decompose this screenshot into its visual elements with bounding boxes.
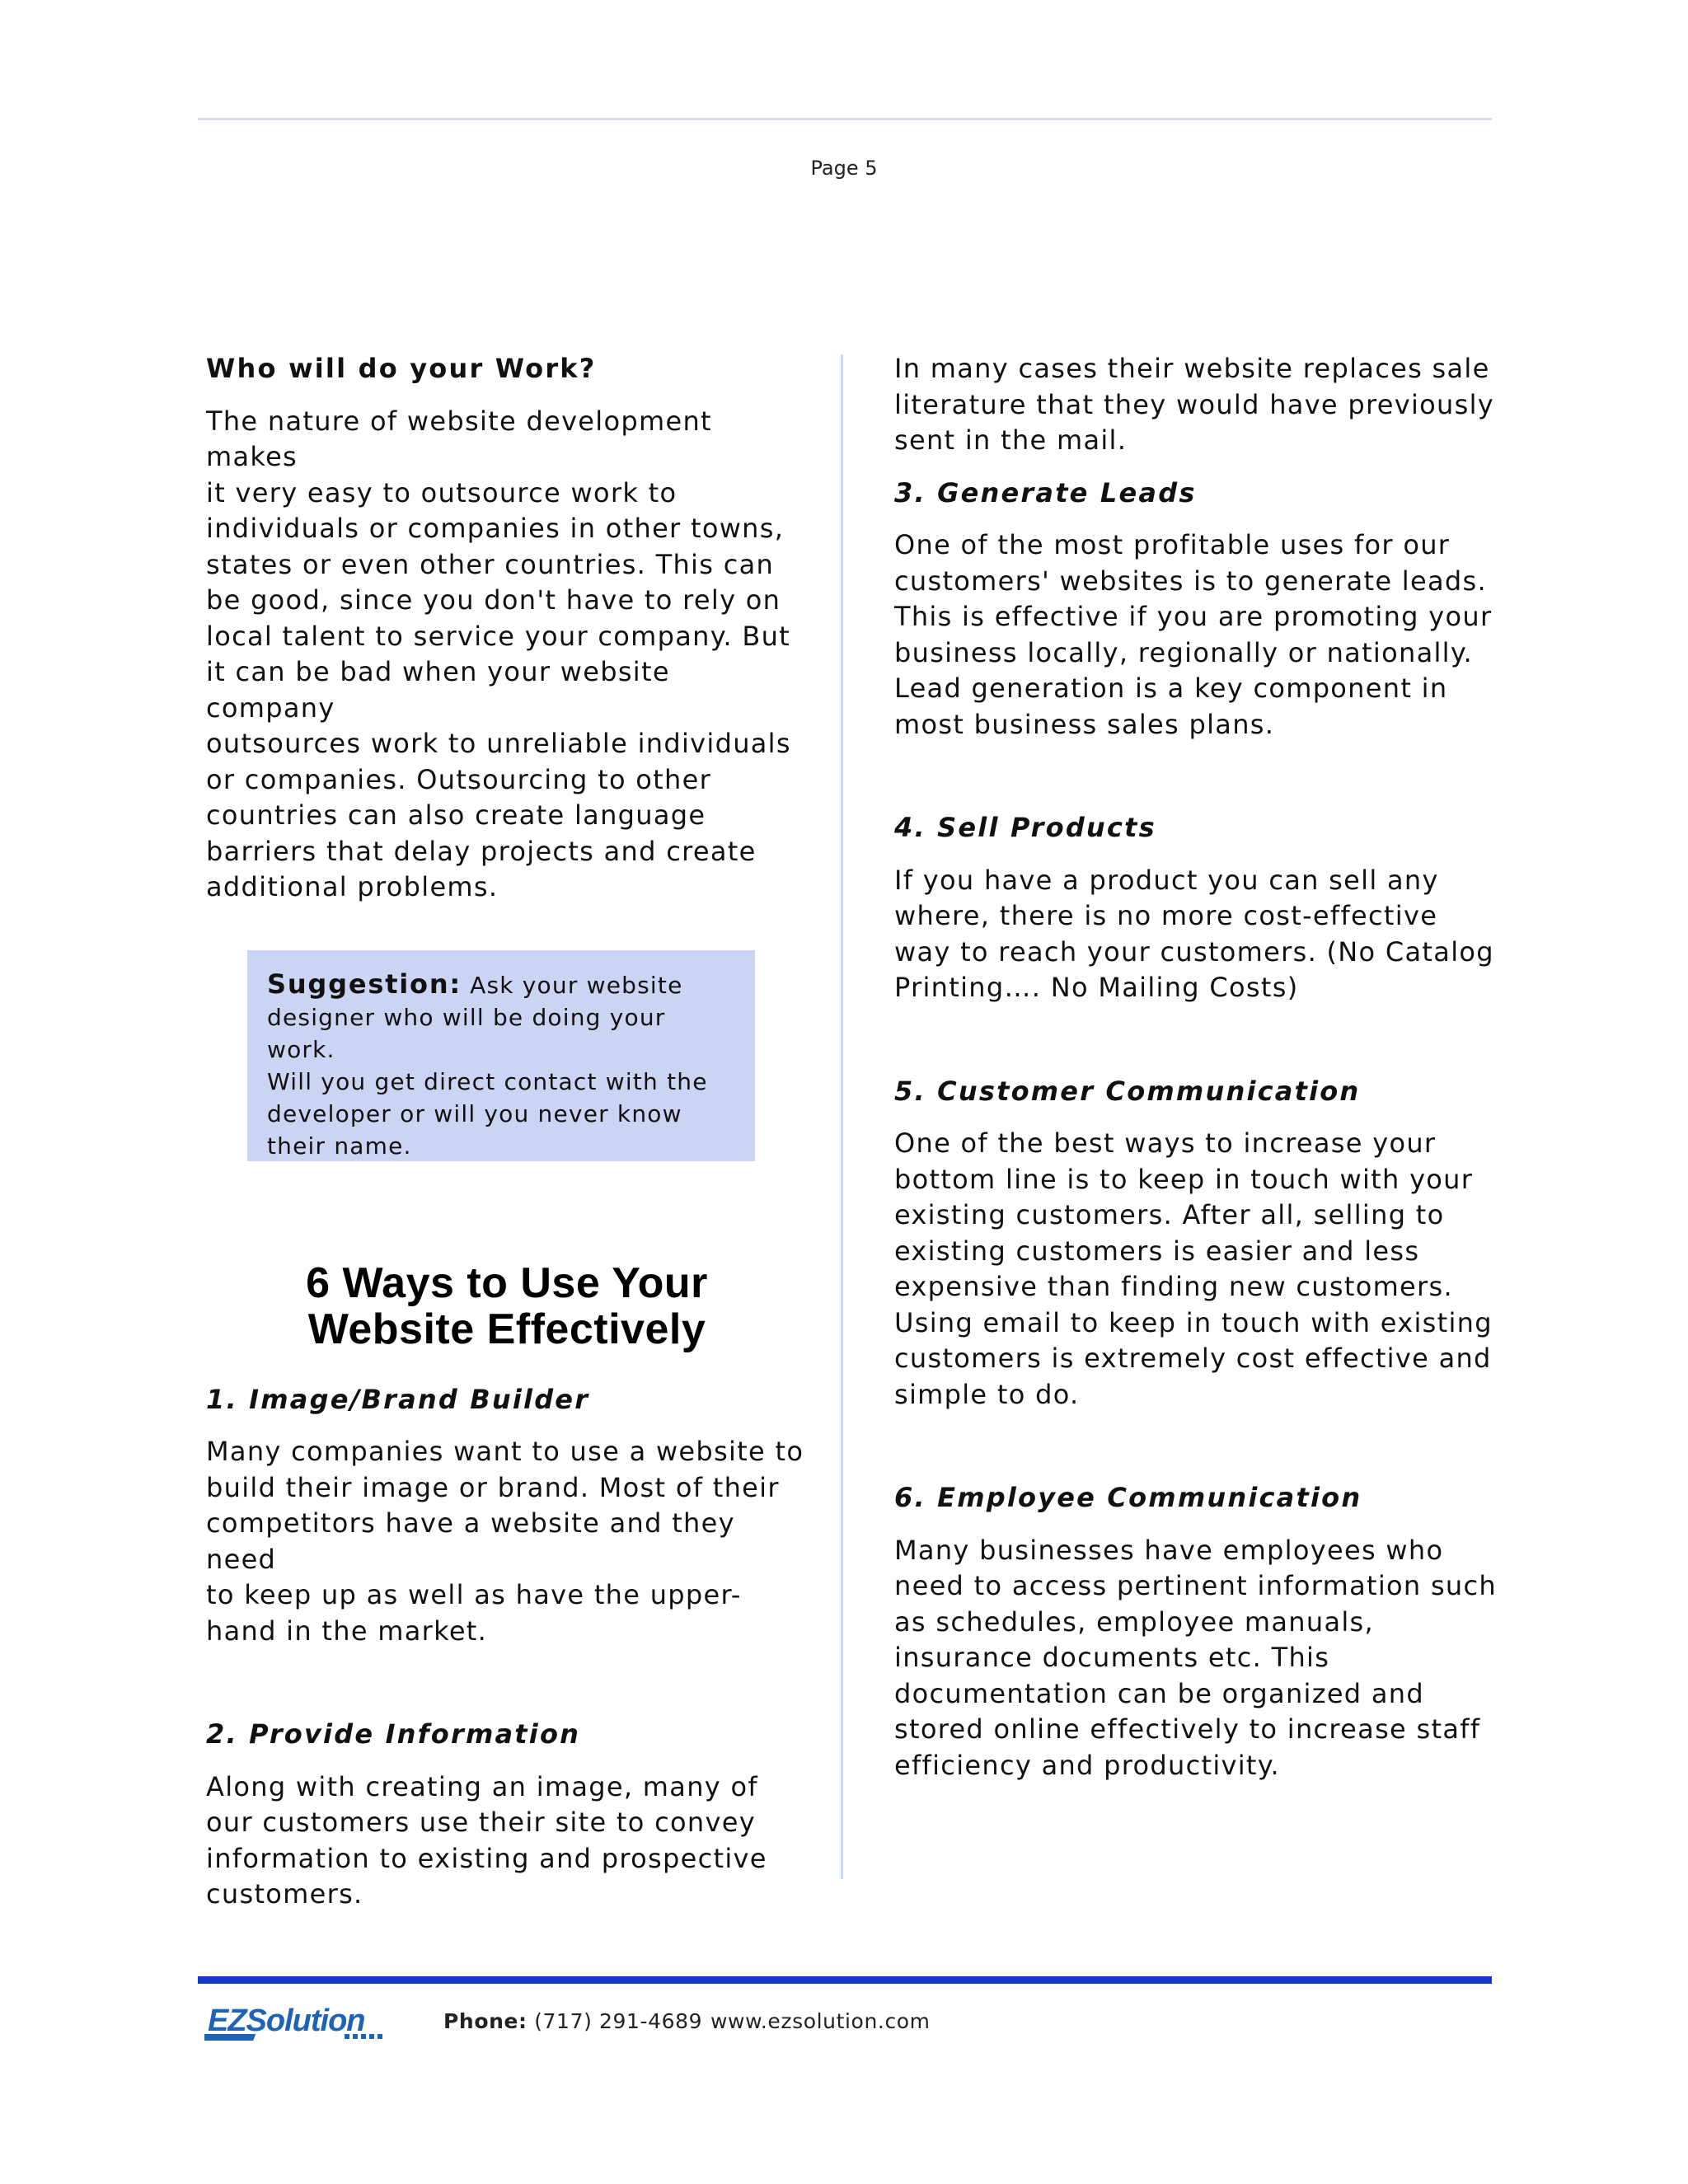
text-line: most business sales plans.	[894, 708, 1275, 740]
text-line: insurance documents etc. This	[894, 1642, 1330, 1673]
text-line: build their image or brand. Most of their	[206, 1471, 780, 1503]
text-line: literature that they would have previously	[894, 388, 1495, 420]
text-line: way to reach your customers. (No Catalog	[894, 935, 1494, 968]
text-line: customers is extremely cost effective and	[894, 1343, 1492, 1374]
page-title	[206, 1260, 808, 1352]
text-line: existing customers is easier and less	[894, 1235, 1420, 1267]
text-line: it can be bad when your website company	[206, 656, 670, 724]
item-heading: 6. Employee Communication	[894, 1482, 1362, 1513]
item-heading: 5. Customer Communication	[894, 1075, 1361, 1107]
text-line: existing customers. After all, selling to	[894, 1199, 1445, 1230]
text-line: simple to do.	[894, 1378, 1080, 1410]
text-line: Printing…. No Mailing Costs)	[894, 972, 1299, 1003]
text-line: Many businesses have employees who	[894, 1534, 1444, 1566]
text-line: sent in the mail.	[894, 424, 1128, 456]
header-rule	[198, 118, 1492, 120]
text-line: bottom line is to keep in touch with your	[894, 1163, 1474, 1195]
text-line: stored online effectively to increase staff	[894, 1713, 1481, 1745]
left-column	[206, 351, 808, 1913]
logo-text: EZSolution	[208, 2004, 365, 2038]
suggestion-line: designer who will be doing your work.	[267, 1003, 666, 1063]
text-line: where, there is no more cost-effective	[894, 900, 1438, 931]
text-line: local talent to service your company. But	[206, 620, 791, 652]
item-heading: 4. Sell Products	[894, 812, 1156, 843]
text-line: or companies. Outsourcing to other	[206, 763, 712, 795]
page-number: Page 5	[810, 157, 878, 180]
text-line: states or even other countries. This can	[206, 548, 775, 580]
text-line: our customers use their site to convey	[206, 1807, 756, 1838]
intro-paragraph	[206, 404, 808, 906]
text-line: competitors have a website and they need	[206, 1507, 735, 1575]
suggestion-line: Will you get direct contact with the	[267, 1067, 708, 1095]
item-heading: 3. Generate Leads	[894, 476, 1197, 509]
text-line: hand in the market.	[206, 1615, 488, 1647]
text-line: Along with creating an image, many of	[206, 1770, 758, 1802]
text-line: additional problems.	[206, 871, 499, 902]
text-line: to keep up as well as have the upper-	[206, 1579, 742, 1610]
text-line: Many companies want to use a website to	[206, 1436, 804, 1467]
title-line: Website Effectively	[307, 1305, 706, 1353]
suggestion-label: Suggestion:	[267, 968, 462, 1000]
suggestion-callout	[247, 950, 755, 1161]
phone-label: Phone:	[443, 2009, 528, 2033]
text-line: One of the most profitable uses for our	[894, 529, 1451, 560]
text-line: outsources work to unreliable individuals	[206, 728, 791, 759]
text-line: be good, since you don't have to rely on	[206, 584, 781, 616]
text-line: need to access pertinent information such	[894, 1570, 1497, 1601]
text-line: customers.	[206, 1878, 363, 1910]
text-line: information to existing and prospective	[206, 1842, 767, 1874]
text-line: documentation can be organized and	[894, 1677, 1424, 1709]
text-line: Using email to keep in touch with existing	[894, 1306, 1493, 1338]
suggestion-line: their name.	[267, 1132, 412, 1160]
right-column	[894, 351, 1504, 1783]
text-line: One of the best ways to increase your	[894, 1127, 1437, 1159]
ezsolution-logo	[204, 2003, 394, 2042]
text-line: Lead generation is a key component in	[894, 673, 1448, 704]
phone-number: (717) 291-4689	[527, 2009, 703, 2033]
text-line: barriers that delay projects and create	[206, 835, 757, 867]
item-heading: 1. Image/Brand Builder	[206, 1383, 590, 1415]
text-line: The nature of website development makes	[206, 405, 712, 472]
text-line: it very easy to outsource work to	[206, 476, 678, 509]
footer-rule	[198, 1976, 1492, 1984]
suggestion-text: Ask your website	[462, 971, 683, 999]
text-line: as schedules, employee manuals,	[894, 1605, 1374, 1638]
text-line: This is effective if you are promoting your	[894, 601, 1493, 632]
text-line: In many cases their website replaces sale	[894, 353, 1490, 384]
text-line: If you have a product you can sell any	[894, 864, 1439, 896]
text-line: customers' websites is to generate leads.	[894, 565, 1487, 597]
suggestion-line: developer or will you never know	[267, 1099, 682, 1127]
suggestion-line	[267, 968, 735, 1001]
text-line: business locally, regionally or nationally.	[894, 636, 1474, 668]
item-heading: 2. Provide Information	[206, 1718, 581, 1750]
footer-website: www.ezsolution.com	[710, 2009, 931, 2033]
text-line: expensive than finding new customers.	[894, 1271, 1453, 1302]
title-line: 6 Ways to Use Your	[306, 1258, 708, 1307]
text-line: countries can also create language	[206, 799, 706, 831]
text-line: individuals or companies in other towns,	[206, 513, 785, 544]
column-divider	[841, 354, 843, 1879]
footer-phone	[443, 2009, 702, 2033]
section-heading: Who will do your Work?	[206, 353, 597, 384]
text-line: efficiency and productivity.	[894, 1749, 1280, 1781]
